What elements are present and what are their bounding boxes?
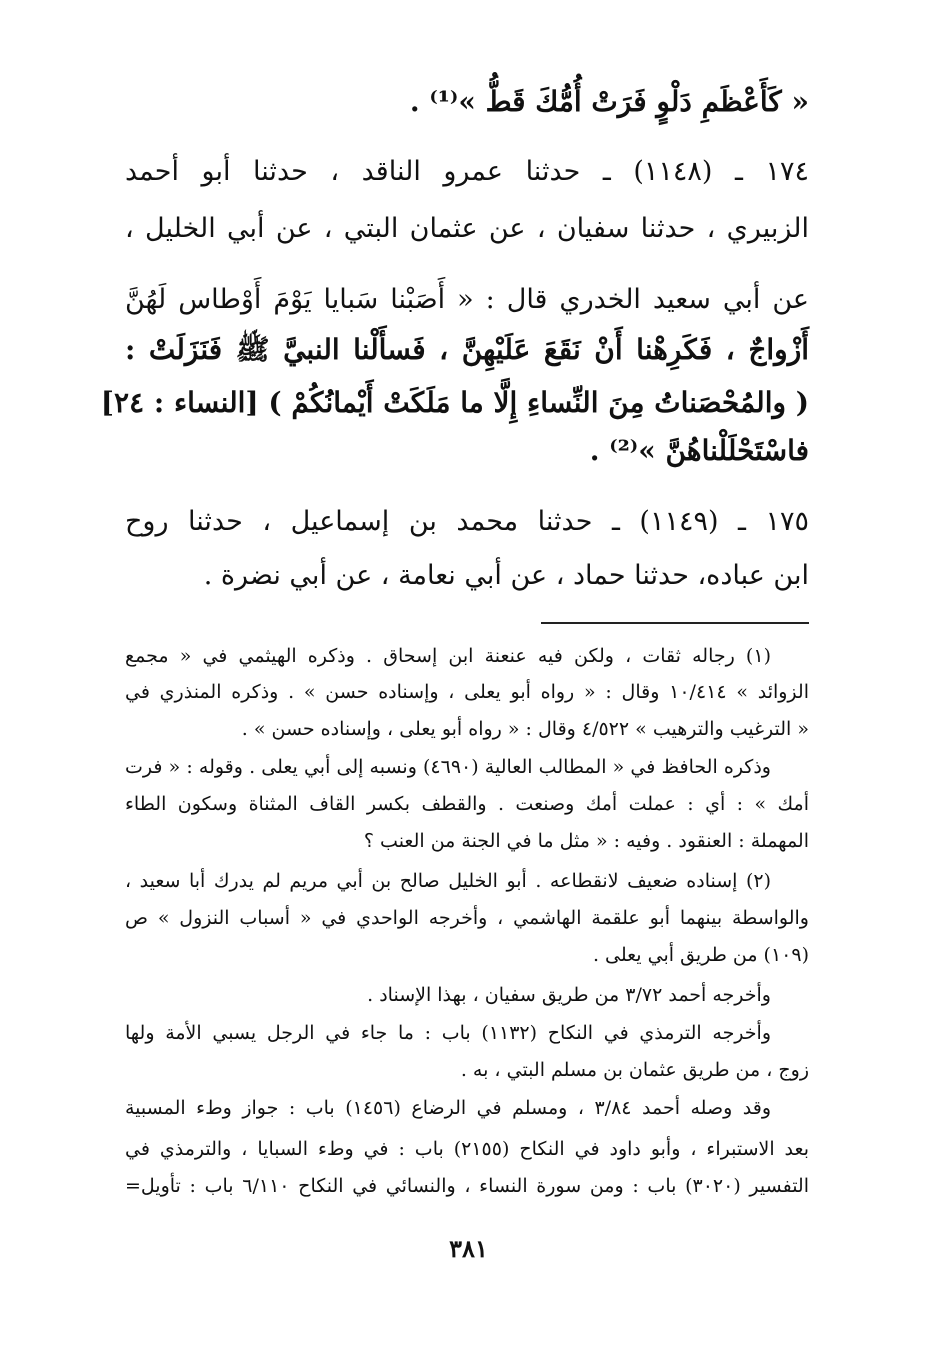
footnote-line-7: (٢) إسناده ضعيف لانقطاعه . أبو الخليل صالح بن أبي مريم لم يدرك أبا سعيد ، <box>125 870 771 892</box>
footnote-line-10: وأخرجه أحمد ٣/٧٢ من طريق سفيان ، بهذا الإسناد . <box>367 984 771 1006</box>
footnote-line-5: أمك » : أي : عملت أمك وصنعت . والقطف بكسر القاف المثناة وسكون الطاء <box>125 793 809 815</box>
main-text-line-7: فاسْتَحْلَلْناهُنَّ »⁽²⁾ . <box>589 434 809 467</box>
footnote-line-8: والواسطة بينهما أبو علقمة الهاشمي ، وأخرجه الواحدي في « أسباب النزول » ص <box>125 907 809 929</box>
main-text-line-6: ( والمُحْصَناتُ مِنَ النِّساءِ إِلَّا ما مَلَكَتْ أَيْمانُكُمْ ) [النساء : ٢٤] <box>100 386 809 419</box>
footnote-line-13: وقد وصله أحمد ٣/٨٤ ، ومسلم في الرضاع (١٤٥٦) باب : جواز وطء المسبية <box>125 1097 771 1119</box>
footnote-line-3: « الترغيب والترهيب » ٤/٥٢٢ وقال : « رواه أبو يعلى ، وإسناده حسن » . <box>241 718 809 740</box>
footnote-line-15: التفسير (٣٠٢٠) باب : ومن سورة النساء ، والنسائي في النكاح ٦/١١٠ باب : تأويل= <box>125 1175 810 1197</box>
hadith-text-line-4: عن أبي سعيد الخدري قال : « أَصَبْنا سَبايا يَوْمَ أَوْطاس لَهُنَّ <box>125 284 809 315</box>
footnote-line-14: بعد الاستبراء ، وأبو داود في النكاح (٢١٥٥) باب : في وطء السبايا ، والترمذي في <box>125 1138 809 1160</box>
page-number: ٣٨١ <box>449 1234 488 1263</box>
footnote-line-2: الزوائد » ١٠/٤١٤ وقال : « رواه أبو يعلى ، وإسناده حسن » . وذكره المنذري في <box>125 681 809 703</box>
footnote-line-12: زوج ، من طريق عثمان بن مسلم البتي ، به . <box>460 1059 809 1081</box>
footnote-line-4: وذكره الحافظ في « المطالب العالية (٤٦٩٠) ونسبه إلى أبي يعلى . وقوله : « فرت <box>125 756 771 778</box>
main-text-line-2: ١٧٤ ـ (١١٤٨) ـ حدثنا عمرو الناقد ، حدثنا أبو أحمد <box>125 156 809 187</box>
main-text-line-1: « كَأَعْظَمِ دَلْوٍ فَرَتْ أُمُّكَ قَطُّ »⁽¹⁾ . <box>409 85 809 118</box>
footnote-line-1: (١) رجاله ثقات ، ولكن فيه عنعنة ابن إسحاق . وذكره الهيثمي في « مجمع <box>125 645 771 667</box>
main-text-line-8: ١٧٥ ـ (١١٤٩) ـ حدثنا محمد بن إسماعيل ، حدثنا روح <box>125 506 810 537</box>
footnote-separator <box>541 622 809 624</box>
main-text-line-9: ابن عباده، حدثنا حماد ، عن أبي نعامة ، عن أبي نضرة . <box>203 560 809 591</box>
main-text-line-5: أَزْواجٌ ، فَكَرِهْنا أَنْ نَقَعَ عَلَيْهِنَّ ، فَسأَلْنا النبيَّ ﷺ فَنَزَلَتْ : <box>125 333 809 366</box>
footnote-line-6: المهملة : العنقود . وفيه : « مثل ما في الجنة من العنب ؟ <box>363 830 809 852</box>
main-text-line-4 <box>125 278 809 324</box>
footnote-line-9: (١٠٩) من طريق أبي يعلى . <box>592 944 809 966</box>
footnote-line-11: وأخرجه الترمذي في النكاح (١١٣٢) باب : ما جاء في الرجل يسبي الأمة ولها <box>125 1022 771 1044</box>
main-text-line-3: الزبيري ، حدثنا سفيان ، عن عثمان البتي ، عن أبي الخليل ، <box>125 213 809 244</box>
